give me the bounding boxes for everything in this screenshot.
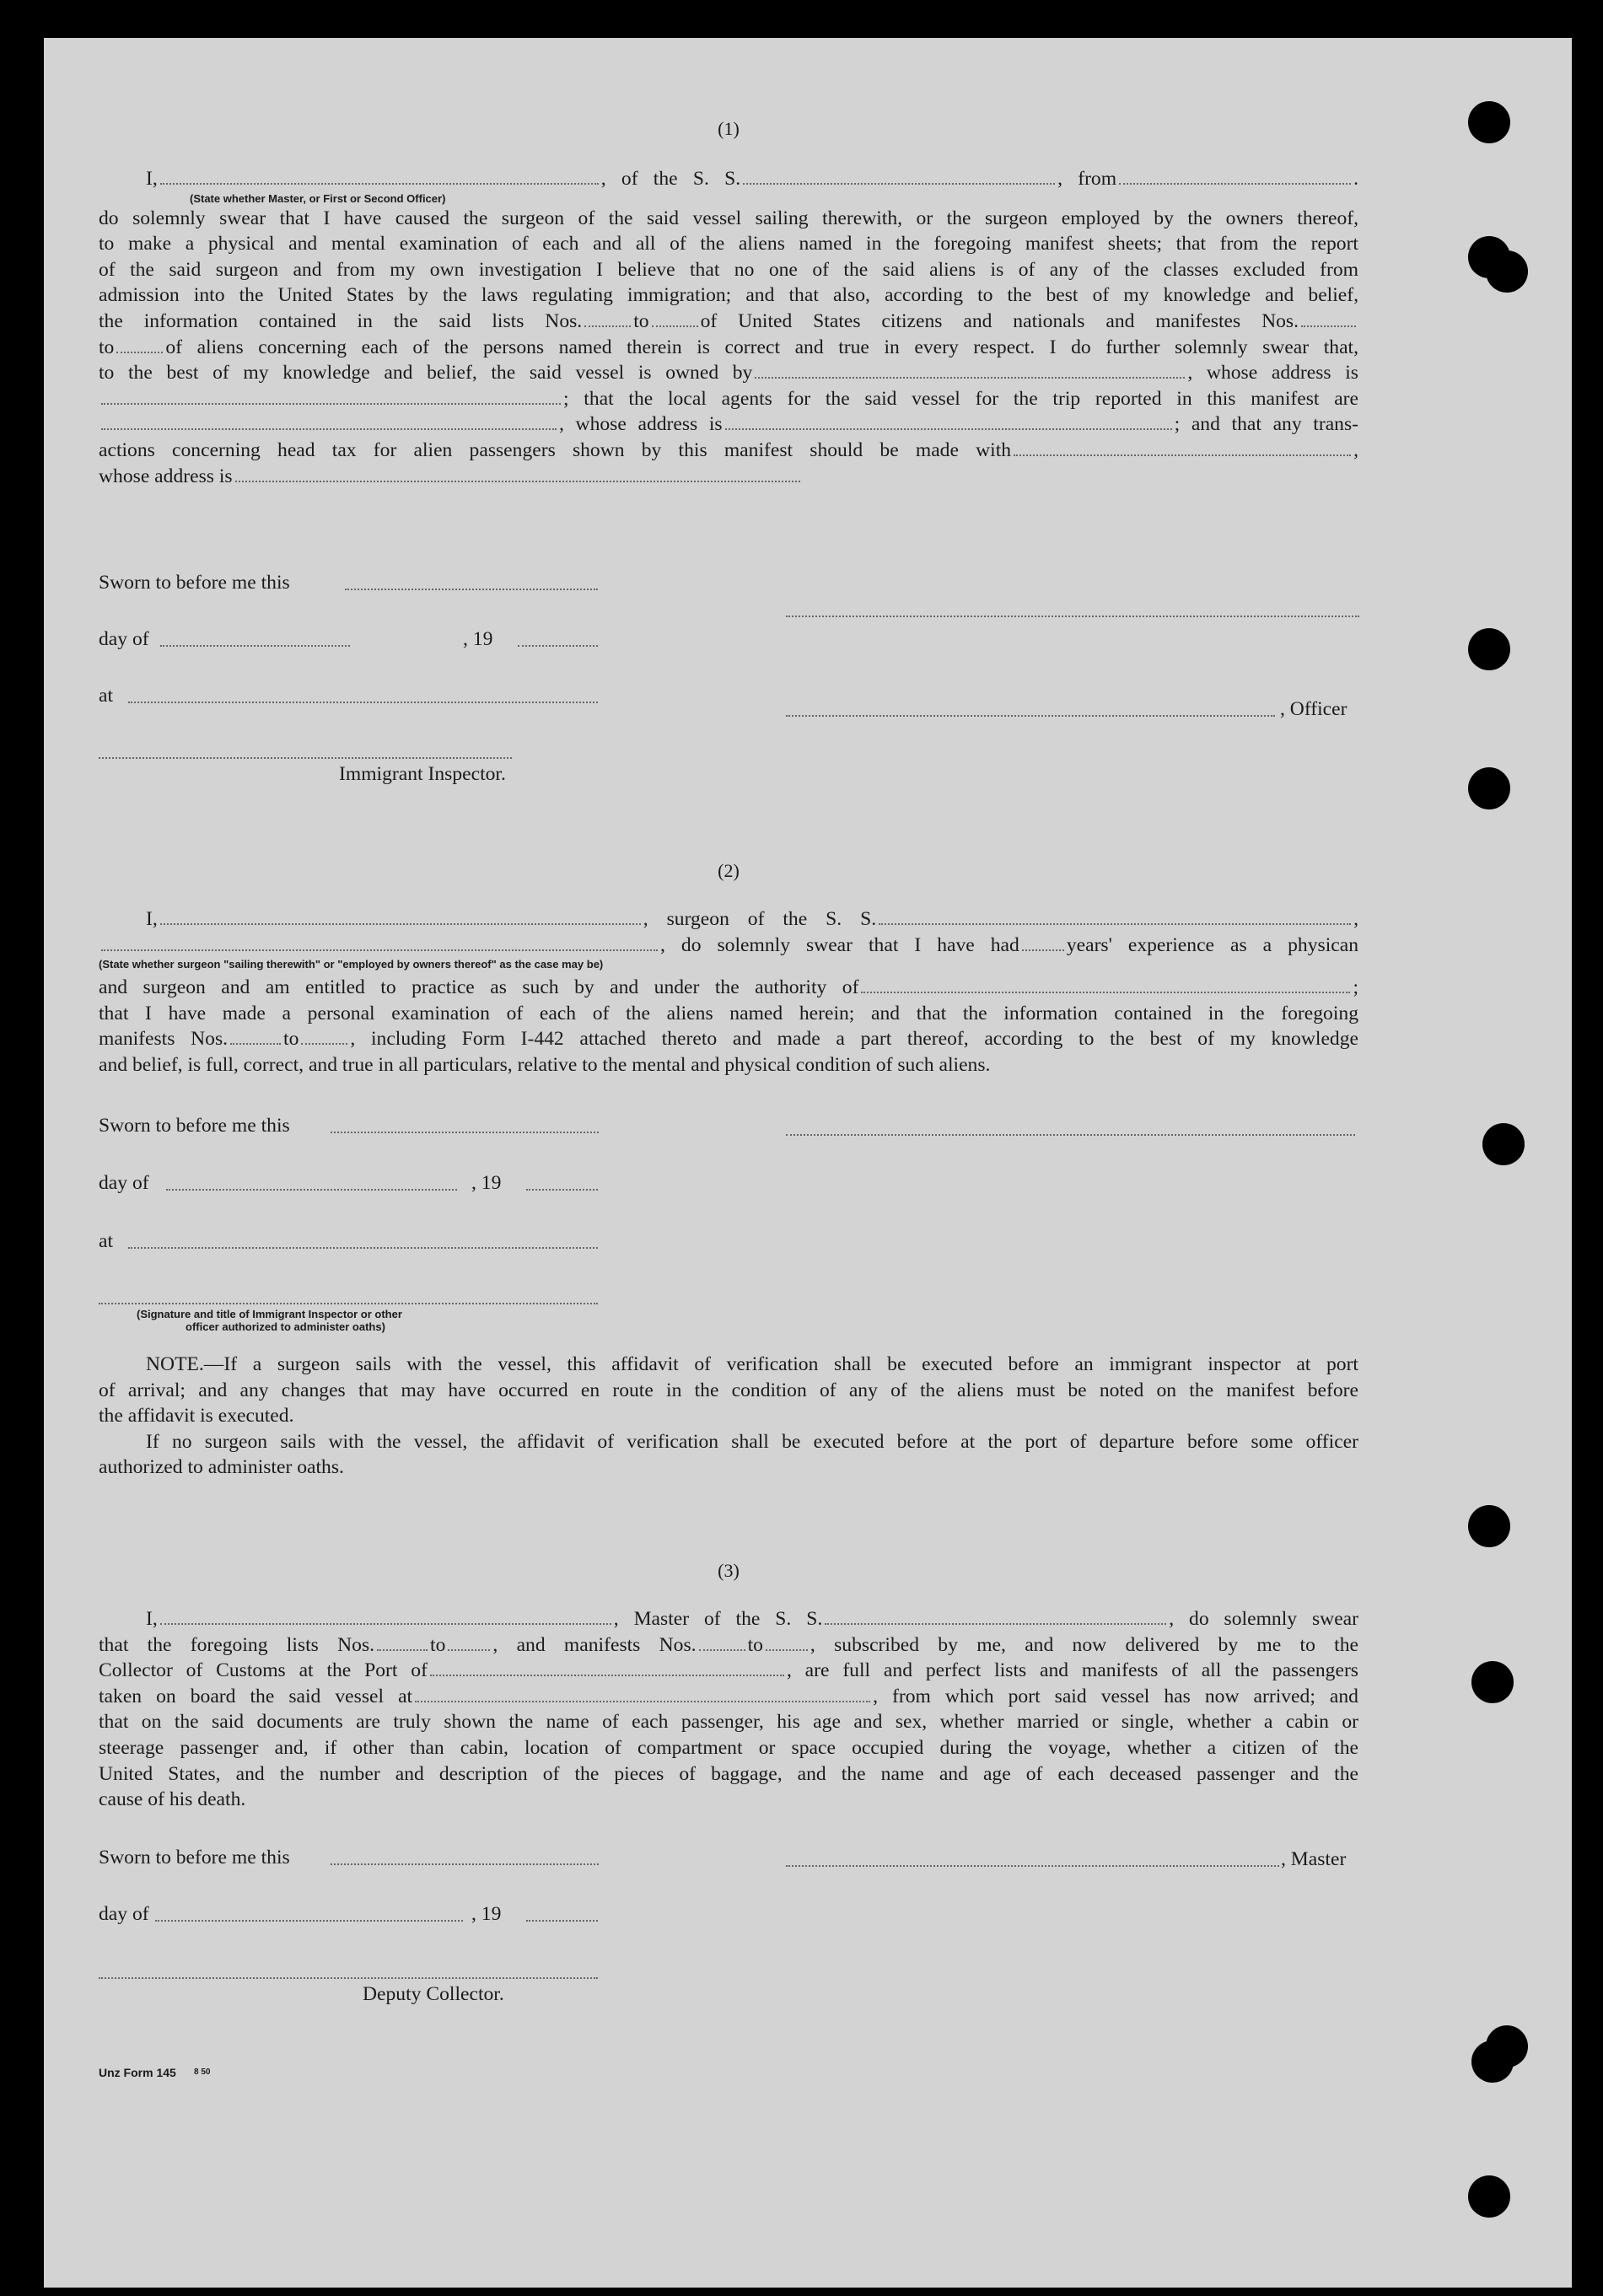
- vessel-name-blank[interactable]: [879, 923, 1351, 925]
- manifests-from-blank[interactable]: [230, 1043, 281, 1045]
- section-2-caption: (State whether surgeon "sailing therewith" or "employed by owners thereof" as the case may be): [99, 958, 604, 971]
- punch-hole: [1468, 101, 1510, 143]
- section-1-caption: (State whether Master, or First or Second Officer): [190, 191, 446, 205]
- embarkation-port-blank[interactable]: [415, 1701, 870, 1702]
- punch-hole: [1468, 2175, 1510, 2218]
- month-blank[interactable]: [160, 645, 350, 647]
- punch-hole: [1468, 1505, 1510, 1547]
- note-line: of arrival; and any changes that may have occurred en route in the condition of any of the aliens must be noted on the manifest before: [99, 1379, 1358, 1401]
- section-3-number: (3): [718, 1560, 740, 1581]
- pronoun-i: I,: [146, 1608, 158, 1630]
- section-2-body: [99, 906, 1358, 1078]
- signature-caption: (Signature and title of Immigrant Inspector or other: [137, 1308, 402, 1320]
- pronoun-i: I,: [146, 908, 158, 930]
- punch-hole: [1471, 1661, 1514, 1703]
- to-label: to: [283, 1028, 299, 1051]
- officer-name-blank[interactable]: [160, 183, 599, 185]
- lists-manifests-text: , are full and perfect lists and manifests of all the passengers: [786, 1659, 1358, 1682]
- semicolon: ;: [1353, 976, 1358, 999]
- at-place-blank[interactable]: [128, 702, 598, 703]
- vessel-name-blank[interactable]: [825, 1623, 1166, 1625]
- section-1-number: (1): [718, 118, 740, 139]
- section-1-para-line: do solemnly swear that I have caused the surgeon of the said vessel sailing therewith, or the surgeon employed by the owners thereof,: [99, 207, 1358, 229]
- transactions-text: ; and that any trans-: [1174, 413, 1358, 436]
- section-2-line-6: and belief, is full, correct, and true in all particulars, relative to the mental and physical condition of such aliens.: [99, 1053, 991, 1076]
- section-1-actions-line: [99, 438, 1358, 464]
- solemnly-swear-text: , do solemnly swear that I have had: [660, 933, 1019, 956]
- immigrant-inspector-label: Immigrant Inspector.: [339, 763, 506, 785]
- at-label: at: [99, 1230, 114, 1252]
- section-3-body: [99, 1606, 1358, 1813]
- year-blank[interactable]: [526, 1920, 598, 1922]
- from-label: , from: [1057, 168, 1117, 190]
- section-1-para-line: of the said surgeon and from my own investigation I believe that no one of the said aliens is of any of the classes excluded from: [99, 258, 1358, 281]
- head-tax-contact-blank[interactable]: [1014, 454, 1351, 456]
- section-3-para-line: that on the said documents are truly shown the name of each passenger, his age and sex, whether married or single, whether a cabin or: [99, 1711, 1358, 1734]
- owner-blank[interactable]: [755, 377, 1185, 379]
- surgeon-of-ss-label: , surgeon of the S. S.: [643, 908, 877, 930]
- from-port-blank[interactable]: [1119, 183, 1351, 185]
- surgeon-signature-blank[interactable]: [786, 1134, 1355, 1136]
- master-name-blank[interactable]: [160, 1623, 611, 1625]
- pronoun-i: I,: [146, 168, 158, 190]
- section-1-owned-line: [99, 360, 1358, 386]
- owner-address-blank[interactable]: [101, 403, 561, 405]
- master-of-ss-label: , Master of the S. S.: [613, 1608, 823, 1630]
- comma: ,: [1353, 908, 1358, 930]
- section-1-para-line: admission into the United States by the laws regulating immigration; and that also, according to the best of my knowledge and belief,: [99, 284, 1358, 307]
- manifests-label: , and manifests Nos.: [492, 1633, 697, 1656]
- to-label: to: [747, 1633, 763, 1656]
- note-line: the affidavit is executed.: [99, 1405, 294, 1428]
- whose-address-label: , whose address is: [559, 413, 723, 436]
- owned-by-label: to the best of my knowledge and belief, the said vessel is owned by: [99, 362, 753, 384]
- section-3-line-3: [99, 1658, 1358, 1684]
- manifests-label: of United States citizens and nationals and manifestes Nos.: [700, 309, 1299, 332]
- lists-label: the information contained in the said lists Nos.: [99, 309, 583, 332]
- officer-signature-blank[interactable]: [786, 616, 1359, 617]
- authority-text: and surgeon and am entitled to practice as such by and under the authority of: [99, 976, 859, 999]
- form-i442-text: , including Form I-442 attached thereto and made a part thereof, according to the best of my knowledge: [350, 1028, 1358, 1051]
- taken-on-board-text: taken on board the said vessel at: [99, 1685, 413, 1707]
- punch-hole: [1486, 250, 1528, 293]
- section-1-line-1: I, , of the S. S. , from .: [146, 168, 1358, 190]
- day-of-label: day of: [99, 1172, 149, 1194]
- to-label: to: [430, 1633, 446, 1656]
- month-blank[interactable]: [155, 1920, 463, 1922]
- at-place-blank[interactable]: [128, 1247, 598, 1249]
- years-blank[interactable]: [1022, 949, 1064, 951]
- inspector-signature-blank[interactable]: [99, 757, 512, 759]
- year-label: , 19: [471, 1903, 502, 1925]
- to-label: to: [633, 309, 649, 332]
- sworn-date-blank[interactable]: [345, 589, 598, 590]
- sworn-date-blank[interactable]: [331, 1132, 599, 1133]
- section-1-lists-line: [99, 309, 1358, 335]
- officer-label: , Officer: [1280, 698, 1347, 720]
- of-ss-label: , of the S. S.: [600, 168, 741, 190]
- manifests-to-blank[interactable]: [116, 352, 163, 353]
- note-block: [99, 1352, 1358, 1481]
- section-2-line-2: [99, 933, 1358, 959]
- inspector-signature-blank[interactable]: [99, 1303, 598, 1304]
- arrived-text: , from which port said vessel has now arrived; and: [873, 1685, 1358, 1707]
- to-label: to: [99, 336, 115, 358]
- section-2-line-5: [99, 1026, 1358, 1052]
- punch-hole: [1486, 2025, 1528, 2067]
- year-blank[interactable]: [518, 645, 598, 647]
- whose-address-label: whose address is: [99, 465, 233, 487]
- whose-address-label: , whose address is: [1187, 362, 1358, 384]
- day-of-label: day of: [99, 628, 149, 650]
- section-3-para-line: United States, and the number and description of the pieces of baggage, and the name and age of each deceased passenger and the: [99, 1762, 1358, 1785]
- head-tax-text: actions concerning head tax for alien passengers shown by this manifest should be made with: [99, 438, 1012, 461]
- contact-address-blank[interactable]: [235, 481, 800, 482]
- note-line: NOTE.—If a surgeon sails with the vessel, this affidavit of verification shall be executed before an immigrant inspector at port: [146, 1353, 1358, 1375]
- section-3-line-4: [99, 1684, 1358, 1710]
- note-line: authorized to administer oaths.: [99, 1456, 344, 1479]
- deputy-collector-label: Deputy Collector.: [363, 1983, 504, 2005]
- sworn-label: Sworn to before me this: [99, 1847, 290, 1869]
- year-label: , 19: [471, 1172, 502, 1194]
- subscribed-text: , subscribed by me, and now delivered by me to the: [810, 1633, 1358, 1656]
- note-line: If no surgeon sails with the vessel, the affidavit of verification shall be executed before at the port of departure before some officer: [146, 1430, 1358, 1453]
- experience-text: years' experience as a physican: [1066, 933, 1358, 956]
- form-code: 8 50: [194, 2067, 211, 2077]
- section-2-line-3: [99, 975, 1358, 1001]
- master-label: , Master: [1281, 1848, 1347, 1870]
- punch-hole: [1468, 767, 1510, 809]
- form-page: [44, 38, 1572, 2288]
- aliens-text: of aliens concerning each of the persons named therein is correct and true in every respect. I do further solemnly swear that,: [165, 336, 1358, 358]
- solemnly-swear-text: , do solemnly swear: [1169, 1608, 1358, 1630]
- section-1-body: [99, 166, 1358, 489]
- master-signature-blank[interactable]: [786, 1865, 1279, 1867]
- sworn-label: Sworn to before me this: [99, 1115, 290, 1137]
- comma: ,: [1353, 438, 1358, 461]
- section-3-para-line: cause of his death.: [99, 1788, 246, 1811]
- day-of-label: day of: [99, 1903, 149, 1925]
- section-1-to-line: [99, 335, 1358, 361]
- section-2-line-4: that I have made a personal examination of each of the aliens named herein; and that the information contained in the foregoing: [99, 1002, 1358, 1024]
- signature-caption: officer authorized to administer oaths): [186, 1320, 385, 1333]
- manifests-from-blank[interactable]: [1301, 325, 1356, 327]
- port-blank[interactable]: [430, 1675, 784, 1676]
- manifests-to-blank[interactable]: [301, 1043, 347, 1045]
- collector-signature-blank[interactable]: [99, 1977, 598, 1979]
- sworn-label: Sworn to before me this: [99, 572, 290, 594]
- year-blank[interactable]: [526, 1189, 598, 1191]
- punch-hole: [1468, 628, 1510, 670]
- agents-address-blank[interactable]: [725, 428, 1172, 430]
- year-label: , 19: [463, 628, 493, 650]
- section-2-number: (2): [718, 860, 740, 881]
- agents-blank[interactable]: [101, 428, 557, 430]
- section-2-line-1: [99, 906, 1358, 933]
- section-1-whose-line: [99, 411, 1358, 438]
- section-1-last-line: [99, 464, 1358, 490]
- manifests-to-blank[interactable]: [766, 1649, 808, 1651]
- lists-from-blank[interactable]: [377, 1649, 428, 1651]
- punch-hole: [1482, 1123, 1525, 1165]
- officer-title-blank[interactable]: [786, 715, 1275, 717]
- agents-text: ; that the local agents for the said vessel for the trip reported in this manifest are: [563, 387, 1358, 410]
- surgeon-name-blank[interactable]: [160, 923, 641, 925]
- lists-from-blank[interactable]: [584, 325, 631, 327]
- lists-to-blank[interactable]: [652, 325, 698, 327]
- section-3-line-1: [99, 1606, 1358, 1632]
- section-3-para-line: steerage passenger and, if other than cabin, location of compartment or space occupied during the voyage, whether a citizen of the: [99, 1736, 1358, 1759]
- collector-port-label: Collector of Customs at the Port of: [99, 1659, 428, 1682]
- at-label: at: [99, 685, 114, 707]
- authority-blank[interactable]: [861, 992, 1350, 993]
- vessel-name-blank[interactable]: [743, 183, 1055, 185]
- section-1-para-line: to make a physical and mental examination of each and all of the aliens named in the foregoing manifest sheets; that from the report: [99, 233, 1358, 255]
- section-3-line-2: [99, 1632, 1358, 1659]
- manifests-label: manifests Nos.: [99, 1028, 229, 1051]
- surgeon-type-blank[interactable]: [101, 949, 658, 951]
- month-blank[interactable]: [166, 1189, 457, 1191]
- lists-label: that the foregoing lists Nos.: [99, 1633, 375, 1656]
- form-number: Unz Form 145: [99, 2066, 176, 2079]
- section-1-agents-line: [99, 386, 1358, 412]
- manifests-from-blank[interactable]: [699, 1649, 745, 1651]
- lists-to-blank[interactable]: [448, 1649, 490, 1651]
- sworn-date-blank[interactable]: [331, 1863, 599, 1865]
